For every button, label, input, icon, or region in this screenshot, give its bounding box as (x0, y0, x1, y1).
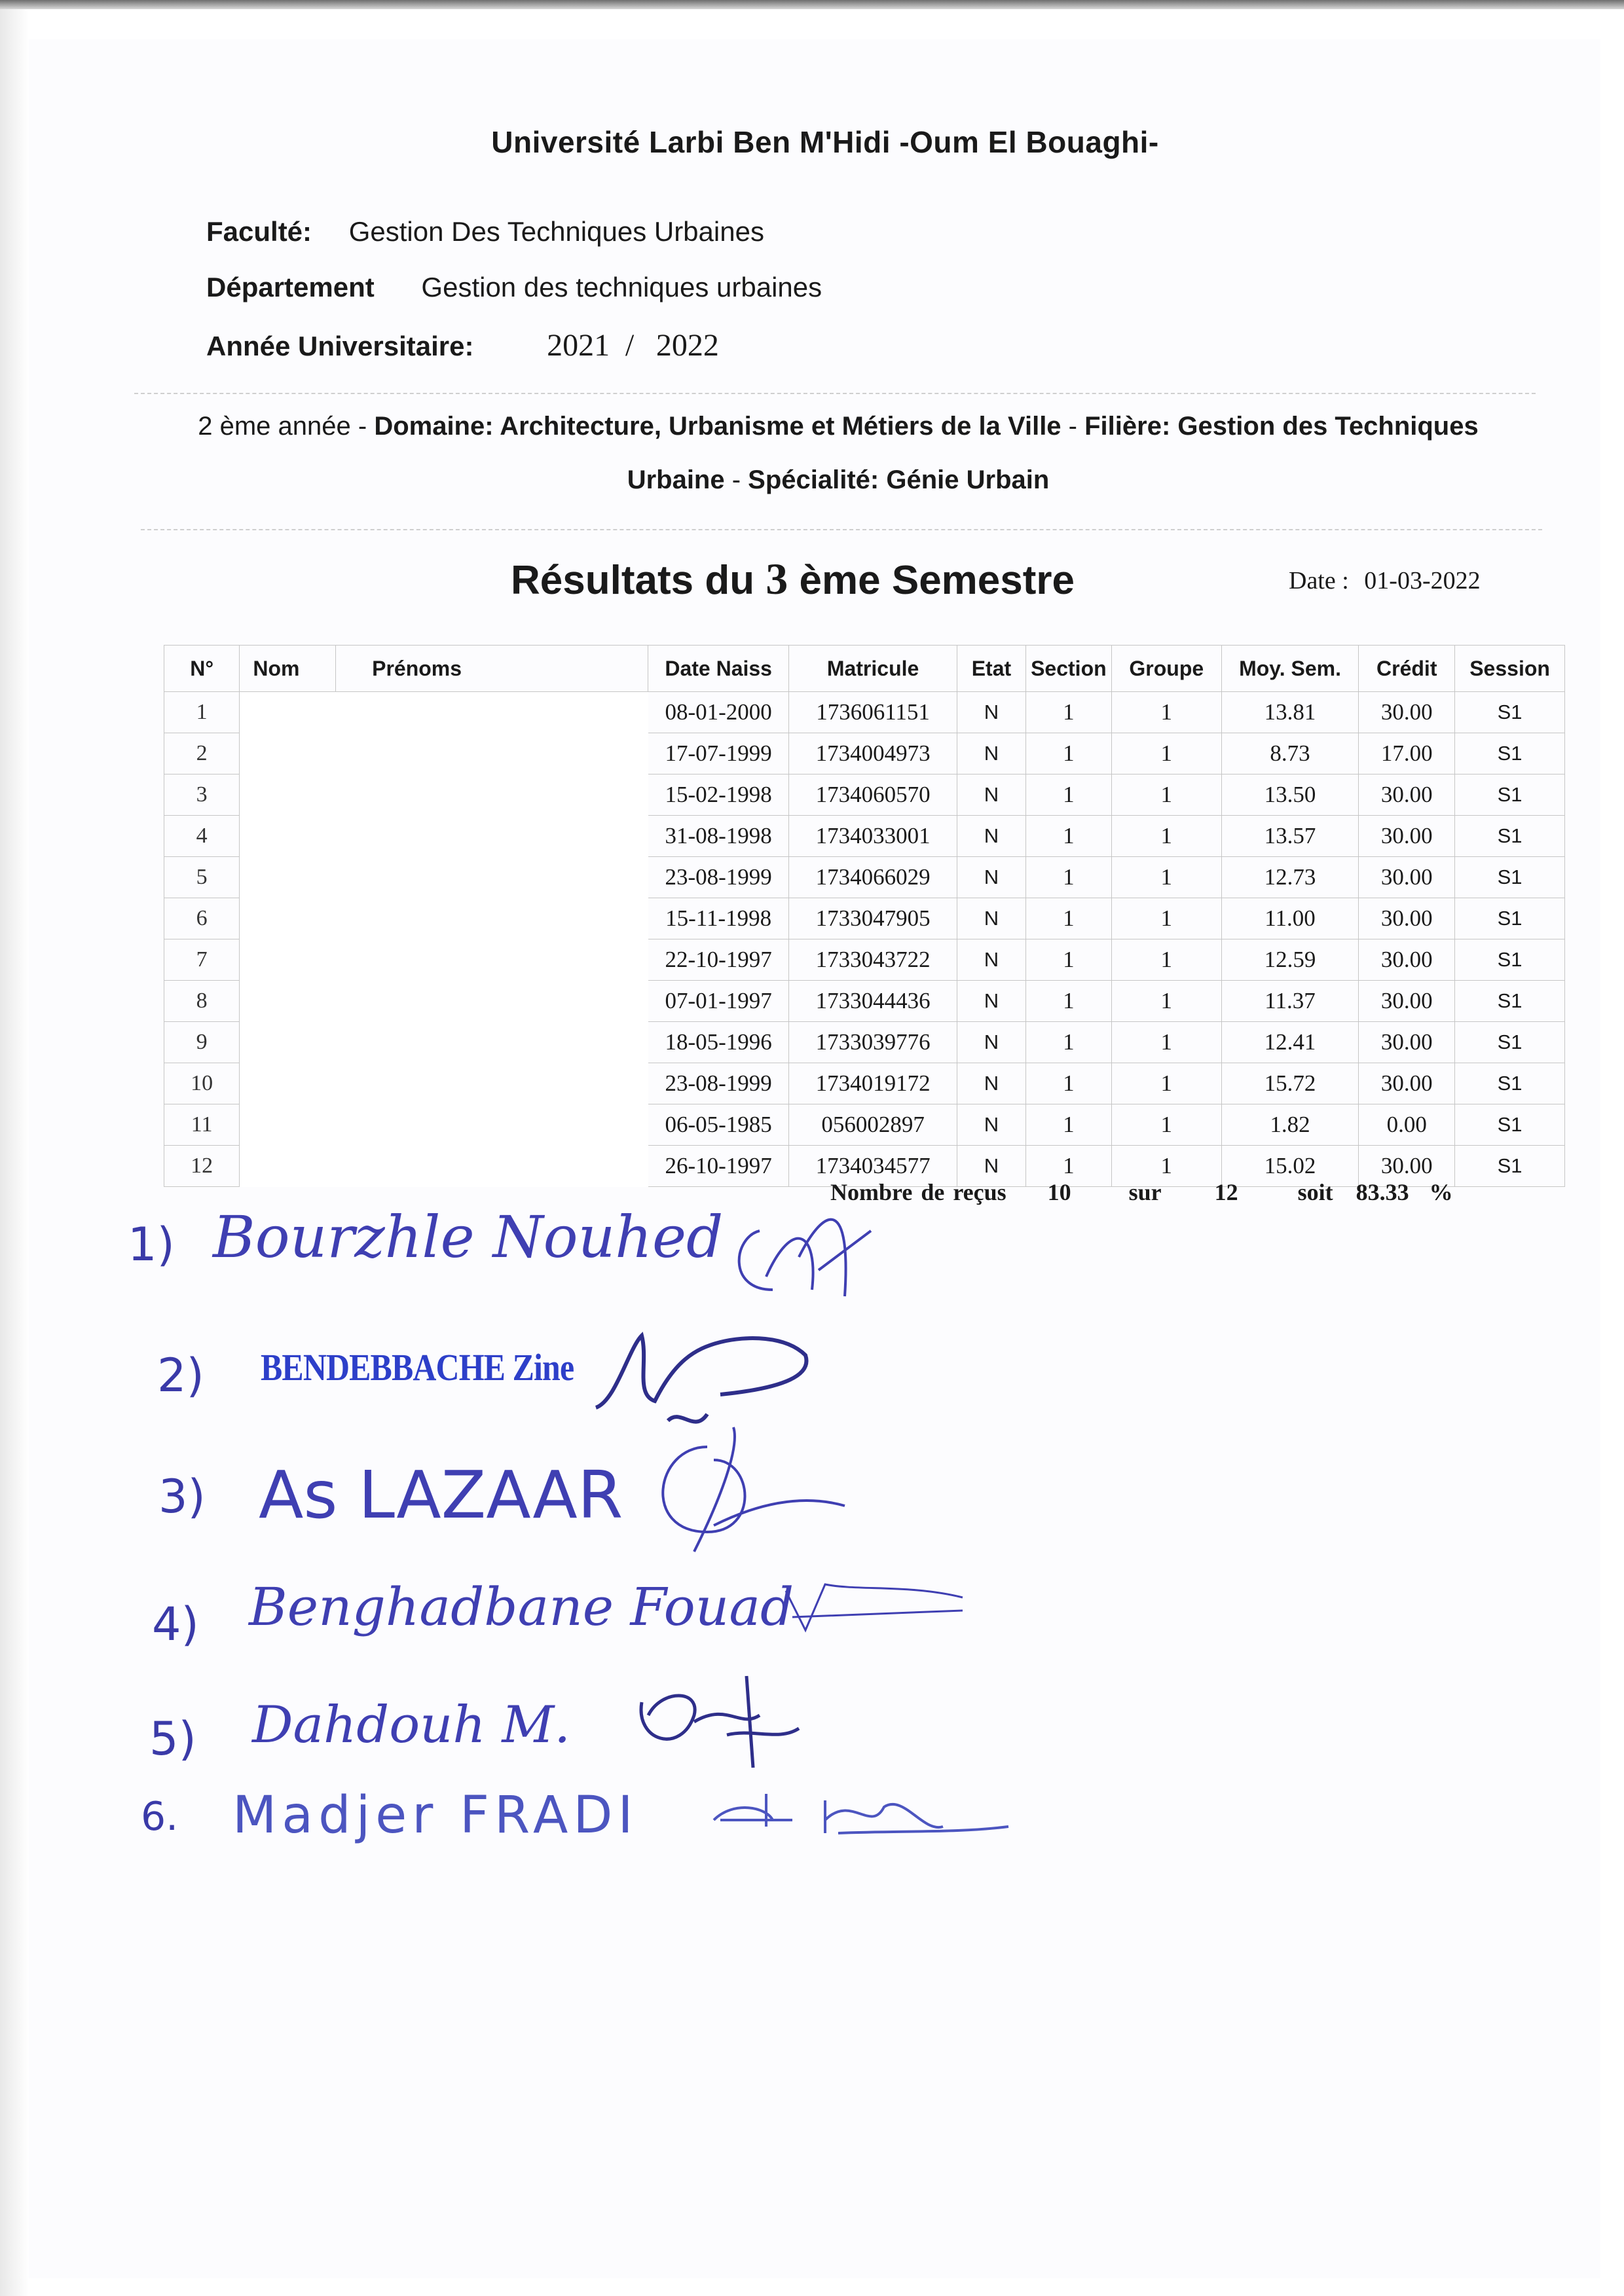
signature-scribble (720, 1192, 877, 1309)
table-row (164, 774, 1565, 816)
results-table (164, 645, 1565, 1187)
row-number-cell: 5 (164, 857, 240, 898)
etat-cell: N (957, 981, 1026, 1022)
signature-number: 4) (152, 1597, 199, 1651)
redacted-nom-cell (240, 981, 336, 1022)
redacted-prenoms-cell (336, 1104, 648, 1146)
year-end: 2022 (655, 328, 719, 363)
signature-name: Bourzhle Nouhed (213, 1203, 724, 1271)
birth-date-cell: 08-01-2000 (648, 692, 789, 733)
row-number-cell: 10 (164, 1063, 240, 1104)
redacted-prenoms-cell (336, 816, 648, 857)
section-cell: 1 (1025, 981, 1111, 1022)
program-specialite: Spécialité: Génie Urbain (748, 465, 1050, 494)
credit-cell: 0.00 (1359, 1104, 1455, 1146)
matricule-cell: 056002897 (789, 1104, 957, 1146)
credit-cell: 30.00 (1359, 939, 1455, 981)
redacted-nom-cell (240, 1063, 336, 1104)
summary-soit-label: soit (1297, 1179, 1333, 1205)
program-sep: - (1061, 412, 1085, 441)
moyenne-semestre-cell: 13.81 (1221, 692, 1359, 733)
redacted-prenoms-cell (336, 692, 648, 733)
row-number-cell: 3 (164, 774, 240, 816)
redacted-nom-cell (240, 1104, 336, 1146)
results-table-body (164, 692, 1565, 1187)
etat-cell: N (957, 1063, 1026, 1104)
birth-date-cell: 15-02-1998 (648, 774, 789, 816)
groupe-cell: 1 (1111, 1063, 1221, 1104)
redacted-prenoms-cell (336, 1146, 648, 1187)
row-number-cell: 8 (164, 981, 240, 1022)
signature-name: Dahdouh M. (252, 1696, 571, 1755)
birth-date-cell: 17-07-1999 (648, 733, 789, 774)
credit-cell: 17.00 (1359, 733, 1455, 774)
matricule-cell: 1734033001 (789, 816, 957, 857)
moyenne-semestre-cell: 15.72 (1221, 1063, 1359, 1104)
groupe-cell: 1 (1111, 1104, 1221, 1146)
row-number-cell: 4 (164, 816, 240, 857)
signature-number: 1) (128, 1218, 175, 1271)
moyenne-semestre-cell: 8.73 (1221, 733, 1359, 774)
date-label: Date : (1289, 567, 1349, 594)
faculty-row (206, 216, 764, 247)
matricule-cell: 1734004973 (789, 733, 957, 774)
matricule-cell: 1733044436 (789, 981, 957, 1022)
session-cell: S1 (1455, 1022, 1565, 1063)
birth-date-cell: 07-01-1997 (648, 981, 789, 1022)
table-row (164, 1022, 1565, 1063)
redacted-nom-cell (240, 939, 336, 981)
section-cell: 1 (1025, 1146, 1111, 1187)
session-cell: S1 (1455, 1063, 1565, 1104)
faculty-value: Gestion Des Techniques Urbaines (348, 216, 764, 247)
section-cell: 1 (1025, 733, 1111, 774)
moyenne-semestre-cell: 12.41 (1221, 1022, 1359, 1063)
program-filiere: Filière: Gestion des Techniques Urbaine (627, 412, 1479, 494)
matricule-cell: 1733043722 (789, 939, 957, 981)
table-row (164, 816, 1565, 857)
university-name: Université Larbi Ben M'Hidi -Oum El Bouaghi- (491, 125, 1159, 159)
etat-cell: N (957, 692, 1026, 733)
results-title-pre: Résultats du (511, 558, 755, 603)
signature-name: As LAZAAR (259, 1457, 623, 1533)
matricule-cell: 1734066029 (789, 857, 957, 898)
col-header: Crédit (1359, 646, 1455, 692)
col-header: Nom (240, 646, 336, 692)
credit-cell: 30.00 (1359, 816, 1455, 857)
groupe-cell: 1 (1111, 857, 1221, 898)
row-number-cell: 7 (164, 939, 240, 981)
signature-number: 3) (158, 1470, 206, 1523)
section-cell: 1 (1025, 1104, 1111, 1146)
col-header: Matricule (789, 646, 957, 692)
program-description (157, 399, 1519, 507)
table-row (164, 939, 1565, 981)
groupe-cell: 1 (1111, 898, 1221, 939)
section-cell: 1 (1025, 692, 1111, 733)
birth-date-cell: 18-05-1996 (648, 1022, 789, 1063)
birth-date-cell: 23-08-1999 (648, 857, 789, 898)
program-domain: Domaine: Architecture, Urbanisme et Métiers de la Ville (374, 412, 1061, 441)
row-number-cell: 12 (164, 1146, 240, 1187)
redacted-prenoms-cell (336, 939, 648, 981)
groupe-cell: 1 (1111, 733, 1221, 774)
groupe-cell: 1 (1111, 816, 1221, 857)
signature-number: 2) (157, 1349, 204, 1402)
moyenne-semestre-cell: 15.02 (1221, 1146, 1359, 1187)
matricule-cell: 1733039776 (789, 1022, 957, 1063)
session-cell: S1 (1455, 1104, 1565, 1146)
birth-date-cell: 22-10-1997 (648, 939, 789, 981)
etat-cell: N (957, 898, 1026, 939)
signature-scribble (779, 1571, 976, 1643)
section-cell: 1 (1025, 857, 1111, 898)
etat-cell: N (957, 733, 1026, 774)
scan-edge (0, 0, 1624, 9)
col-header: Date Naiss (648, 646, 789, 692)
redacted-prenoms-cell (336, 774, 648, 816)
table-row (164, 692, 1565, 733)
results-title (511, 553, 1075, 605)
credit-cell: 30.00 (1359, 1022, 1455, 1063)
section-cell: 1 (1025, 1022, 1111, 1063)
matricule-cell: 1734034577 (789, 1146, 957, 1187)
moyenne-semestre-cell: 13.50 (1221, 774, 1359, 816)
col-header: Prénoms (336, 646, 648, 692)
summary-total: 12 (1214, 1179, 1238, 1205)
matricule-cell: 1736061151 (789, 692, 957, 733)
moyenne-semestre-cell: 1.82 (1221, 1104, 1359, 1146)
moyenne-semestre-cell: 12.73 (1221, 857, 1359, 898)
results-title-number: 3 (766, 554, 788, 604)
session-cell: S1 (1455, 816, 1565, 857)
year-separator: / (625, 328, 635, 363)
col-header: Session (1455, 646, 1565, 692)
redacted-nom-cell (240, 857, 336, 898)
birth-date-cell: 06-05-1985 (648, 1104, 789, 1146)
matricule-cell: 1734019172 (789, 1063, 957, 1104)
redacted-nom-cell (240, 816, 336, 857)
matricule-cell: 1733047905 (789, 898, 957, 939)
etat-cell: N (957, 774, 1026, 816)
year-start: 2021 (547, 328, 610, 363)
etat-cell: N (957, 1146, 1026, 1187)
redacted-prenoms-cell (336, 733, 648, 774)
department-value: Gestion des techniques urbaines (421, 272, 822, 302)
etat-cell: N (957, 1022, 1026, 1063)
birth-date-cell: 31-08-1998 (648, 816, 789, 857)
session-cell: S1 (1455, 898, 1565, 939)
table-row (164, 1063, 1565, 1104)
section-cell: 1 (1025, 774, 1111, 816)
moyenne-semestre-cell: 11.00 (1221, 898, 1359, 939)
redacted-prenoms-cell (336, 981, 648, 1022)
redacted-prenoms-cell (336, 1022, 648, 1063)
department-row (206, 272, 822, 303)
groupe-cell: 1 (1111, 774, 1221, 816)
row-number-cell: 9 (164, 1022, 240, 1063)
groupe-cell: 1 (1111, 981, 1221, 1022)
signature-name: Benghadbane Fouad (249, 1576, 794, 1637)
signature-scribble (629, 1421, 858, 1565)
table-row (164, 981, 1565, 1022)
session-cell: S1 (1455, 1146, 1565, 1187)
table-row (164, 1104, 1565, 1146)
page-shadow (0, 9, 29, 2296)
birth-date-cell: 26-10-1997 (648, 1146, 789, 1187)
credit-cell: 30.00 (1359, 774, 1455, 816)
redacted-prenoms-cell (336, 1063, 648, 1104)
date-value: 01-03-2022 (1364, 567, 1481, 594)
document-date (1289, 566, 1481, 595)
summary-percent: 83.33 (1356, 1179, 1409, 1205)
credit-cell: 30.00 (1359, 1063, 1455, 1104)
summary-received: 10 (1047, 1179, 1071, 1205)
redacted-nom-cell (240, 1146, 336, 1187)
signature-scribble (707, 1781, 1015, 1853)
etat-cell: N (957, 1104, 1026, 1146)
birth-date-cell: 15-11-1998 (648, 898, 789, 939)
table-header-row (164, 646, 1565, 692)
col-header: N° (164, 646, 240, 692)
table-row (164, 733, 1565, 774)
section-cell: 1 (1025, 898, 1111, 939)
credit-cell: 30.00 (1359, 1146, 1455, 1187)
credit-cell: 30.00 (1359, 981, 1455, 1022)
department-label: Département (206, 272, 375, 302)
col-header: Etat (957, 646, 1026, 692)
groupe-cell: 1 (1111, 1022, 1221, 1063)
etat-cell: N (957, 816, 1026, 857)
section-cell: 1 (1025, 939, 1111, 981)
signature-number: 6. (141, 1794, 179, 1840)
groupe-cell: 1 (1111, 1146, 1221, 1187)
redacted-nom-cell (240, 774, 336, 816)
moyenne-semestre-cell: 11.37 (1221, 981, 1359, 1022)
redacted-nom-cell (240, 898, 336, 939)
row-number-cell: 11 (164, 1104, 240, 1146)
etat-cell: N (957, 857, 1026, 898)
year-label: Année Universitaire: (206, 331, 474, 361)
session-cell: S1 (1455, 857, 1565, 898)
section-cell: 1 (1025, 1063, 1111, 1104)
program-level: 2 ème année (198, 412, 351, 441)
program-sep: - (350, 412, 375, 441)
redacted-prenoms-cell (336, 898, 648, 939)
faculty-label: Faculté: (206, 216, 312, 247)
results-title-post: ème Semestre (799, 558, 1075, 603)
redacted-nom-cell (240, 733, 336, 774)
summary-label: Nombre de reçus (830, 1179, 1006, 1205)
program-sep: - (724, 465, 748, 494)
credit-cell: 30.00 (1359, 898, 1455, 939)
credit-cell: 30.00 (1359, 857, 1455, 898)
redacted-nom-cell (240, 692, 336, 733)
summary-percent-sign: % (1429, 1179, 1453, 1205)
session-cell: S1 (1455, 774, 1565, 816)
row-number-cell: 2 (164, 733, 240, 774)
session-cell: S1 (1455, 939, 1565, 981)
results-summary (830, 1178, 1453, 1206)
col-header: Groupe (1111, 646, 1221, 692)
credit-cell: 30.00 (1359, 692, 1455, 733)
moyenne-semestre-cell: 13.57 (1221, 816, 1359, 857)
redacted-prenoms-cell (336, 857, 648, 898)
groupe-cell: 1 (1111, 692, 1221, 733)
row-number-cell: 6 (164, 898, 240, 939)
signature-scribble (629, 1663, 825, 1787)
redacted-nom-cell (240, 1022, 336, 1063)
table-row (164, 857, 1565, 898)
section-cell: 1 (1025, 816, 1111, 857)
col-header: Section (1025, 646, 1111, 692)
session-cell: S1 (1455, 981, 1565, 1022)
year-row (206, 327, 719, 363)
moyenne-semestre-cell: 12.59 (1221, 939, 1359, 981)
session-cell: S1 (1455, 733, 1565, 774)
name-stamp: BENDEBBACHE Zine (261, 1346, 574, 1389)
row-number-cell: 1 (164, 692, 240, 733)
divider (134, 393, 1536, 394)
birth-date-cell: 23-08-1999 (648, 1063, 789, 1104)
table-row (164, 898, 1565, 939)
groupe-cell: 1 (1111, 939, 1221, 981)
matricule-cell: 1734060570 (789, 774, 957, 816)
signature-number: 5) (149, 1712, 196, 1766)
summary-sur-label: sur (1128, 1179, 1162, 1205)
session-cell: S1 (1455, 692, 1565, 733)
etat-cell: N (957, 939, 1026, 981)
divider (141, 529, 1542, 530)
signature-name: Madjer FRADI (232, 1786, 638, 1845)
col-header: Moy. Sem. (1221, 646, 1359, 692)
